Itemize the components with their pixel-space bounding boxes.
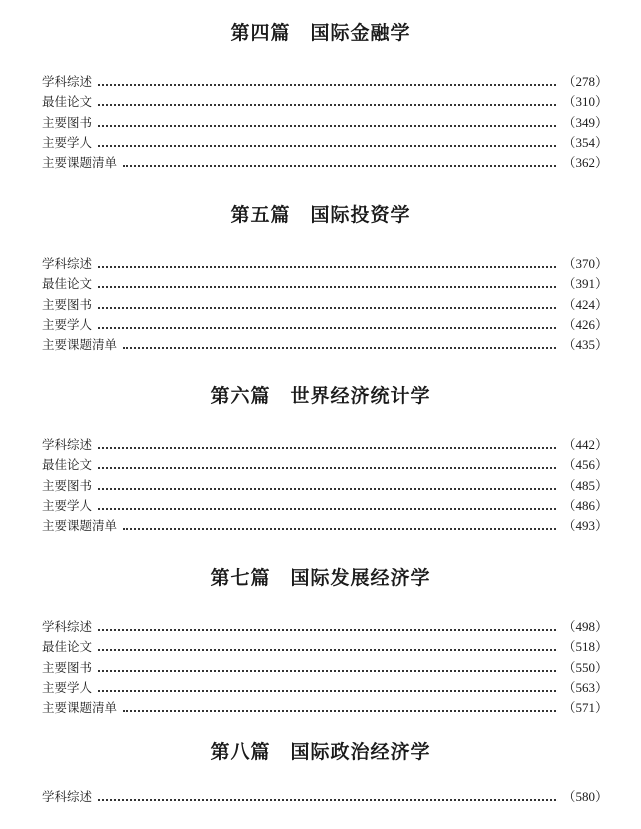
dot-leader (98, 629, 556, 631)
toc-entry[interactable] (42, 476, 608, 496)
entry-label: 学科综述 (42, 256, 93, 271)
part-6-entries (42, 435, 608, 536)
toc-entry[interactable] (42, 153, 608, 173)
entry-label: 主要课题清单 (42, 155, 118, 171)
dot-leader (98, 266, 556, 268)
dot-leader (98, 467, 556, 469)
entry-page-number: （550） (562, 659, 608, 675)
entry-page-number: （442） (562, 437, 608, 452)
entry-label: 主要学人 (42, 679, 93, 695)
dot-leader (98, 125, 556, 127)
dot-leader (123, 165, 556, 167)
toc-entry[interactable] (42, 254, 608, 274)
entry-page-number: （354） (562, 134, 608, 150)
toc-entry[interactable] (42, 455, 608, 475)
toc-entry[interactable] (42, 637, 608, 657)
entry-page-number: （580） (562, 789, 608, 804)
entry-label: 学科综述 (42, 437, 93, 452)
entry-label: 学科综述 (42, 619, 93, 634)
entry-page-number: （310） (562, 94, 608, 110)
entry-page-number: （571） (562, 700, 608, 716)
dot-leader (98, 447, 556, 449)
toc-entry[interactable] (42, 113, 608, 133)
toc-entry[interactable] (42, 496, 608, 516)
entry-page-number: （485） (562, 477, 608, 493)
dot-leader (98, 327, 556, 329)
part-5-entries (42, 254, 608, 355)
toc-entry[interactable] (42, 516, 608, 536)
part-5-title: 第五篇 国际投资学 (230, 204, 411, 226)
dot-leader (98, 799, 556, 801)
entry-label: 主要学人 (42, 497, 93, 513)
entry-label: 主要图书 (42, 477, 93, 493)
toc-entry[interactable] (42, 698, 608, 718)
entry-label: 最佳论文 (42, 94, 93, 110)
toc-entry[interactable] (42, 435, 608, 455)
entry-label: 主要图书 (42, 296, 93, 312)
toc-entry[interactable] (42, 315, 608, 335)
entry-page-number: （362） (562, 155, 608, 171)
entry-page-number: （424） (562, 296, 608, 312)
entry-page-number: （518） (562, 639, 608, 655)
toc-entry[interactable] (42, 133, 608, 153)
entry-label: 最佳论文 (42, 639, 93, 655)
dot-leader (98, 145, 556, 147)
part-8-title: 第八篇 国际政治经济学 (210, 741, 431, 763)
entry-page-number: （435） (562, 337, 608, 353)
entry-label: 学科综述 (42, 789, 93, 804)
dot-leader (98, 84, 556, 86)
dot-leader (98, 104, 556, 106)
part-6-title: 第六篇 世界经济统计学 (210, 385, 431, 407)
toc-entry[interactable] (42, 678, 608, 698)
part-8-entries (42, 787, 608, 807)
part-4-title: 第四篇 国际金融学 (230, 22, 411, 44)
dot-leader (98, 286, 556, 288)
dot-leader (98, 508, 556, 510)
part-7-title: 第七篇 国际发展经济学 (210, 567, 431, 589)
entry-page-number: （486） (562, 497, 608, 513)
entry-label: 学科综述 (42, 74, 93, 89)
entry-label: 主要图书 (42, 659, 93, 675)
toc-entry[interactable] (42, 274, 608, 294)
dot-leader (98, 488, 556, 490)
part-7-entries (42, 617, 608, 718)
dot-leader (123, 347, 556, 349)
entry-page-number: （498） (562, 619, 608, 634)
entry-label: 最佳论文 (42, 276, 93, 292)
dot-leader (98, 670, 556, 672)
toc-entry[interactable] (42, 617, 608, 637)
toc-entry[interactable] (42, 72, 608, 92)
toc-entry[interactable] (42, 335, 608, 355)
entry-page-number: （278） (562, 74, 608, 89)
entry-label: 主要课题清单 (42, 337, 118, 353)
toc-entry[interactable] (42, 787, 608, 807)
toc-entry[interactable] (42, 658, 608, 678)
part-4-entries (42, 72, 608, 173)
entry-page-number: （563） (562, 679, 608, 695)
entry-page-number: （456） (562, 457, 608, 473)
dot-leader (98, 690, 556, 692)
dot-leader (98, 307, 556, 309)
entry-label: 主要课题清单 (42, 518, 118, 534)
dot-leader (123, 528, 556, 530)
entry-page-number: （391） (562, 276, 608, 292)
entry-page-number: （349） (562, 114, 608, 130)
entry-label: 主要学人 (42, 134, 93, 150)
entry-label: 主要学人 (42, 316, 93, 332)
dot-leader (123, 710, 556, 712)
entry-page-number: （493） (562, 518, 608, 534)
toc-entry[interactable] (42, 92, 608, 112)
dot-leader (98, 649, 556, 651)
entry-label: 主要图书 (42, 114, 93, 130)
entry-page-number: （426） (562, 316, 608, 332)
toc-entry[interactable] (42, 295, 608, 315)
entry-page-number: （370） (562, 256, 608, 271)
entry-label: 最佳论文 (42, 457, 93, 473)
entry-label: 主要课题清单 (42, 700, 118, 716)
